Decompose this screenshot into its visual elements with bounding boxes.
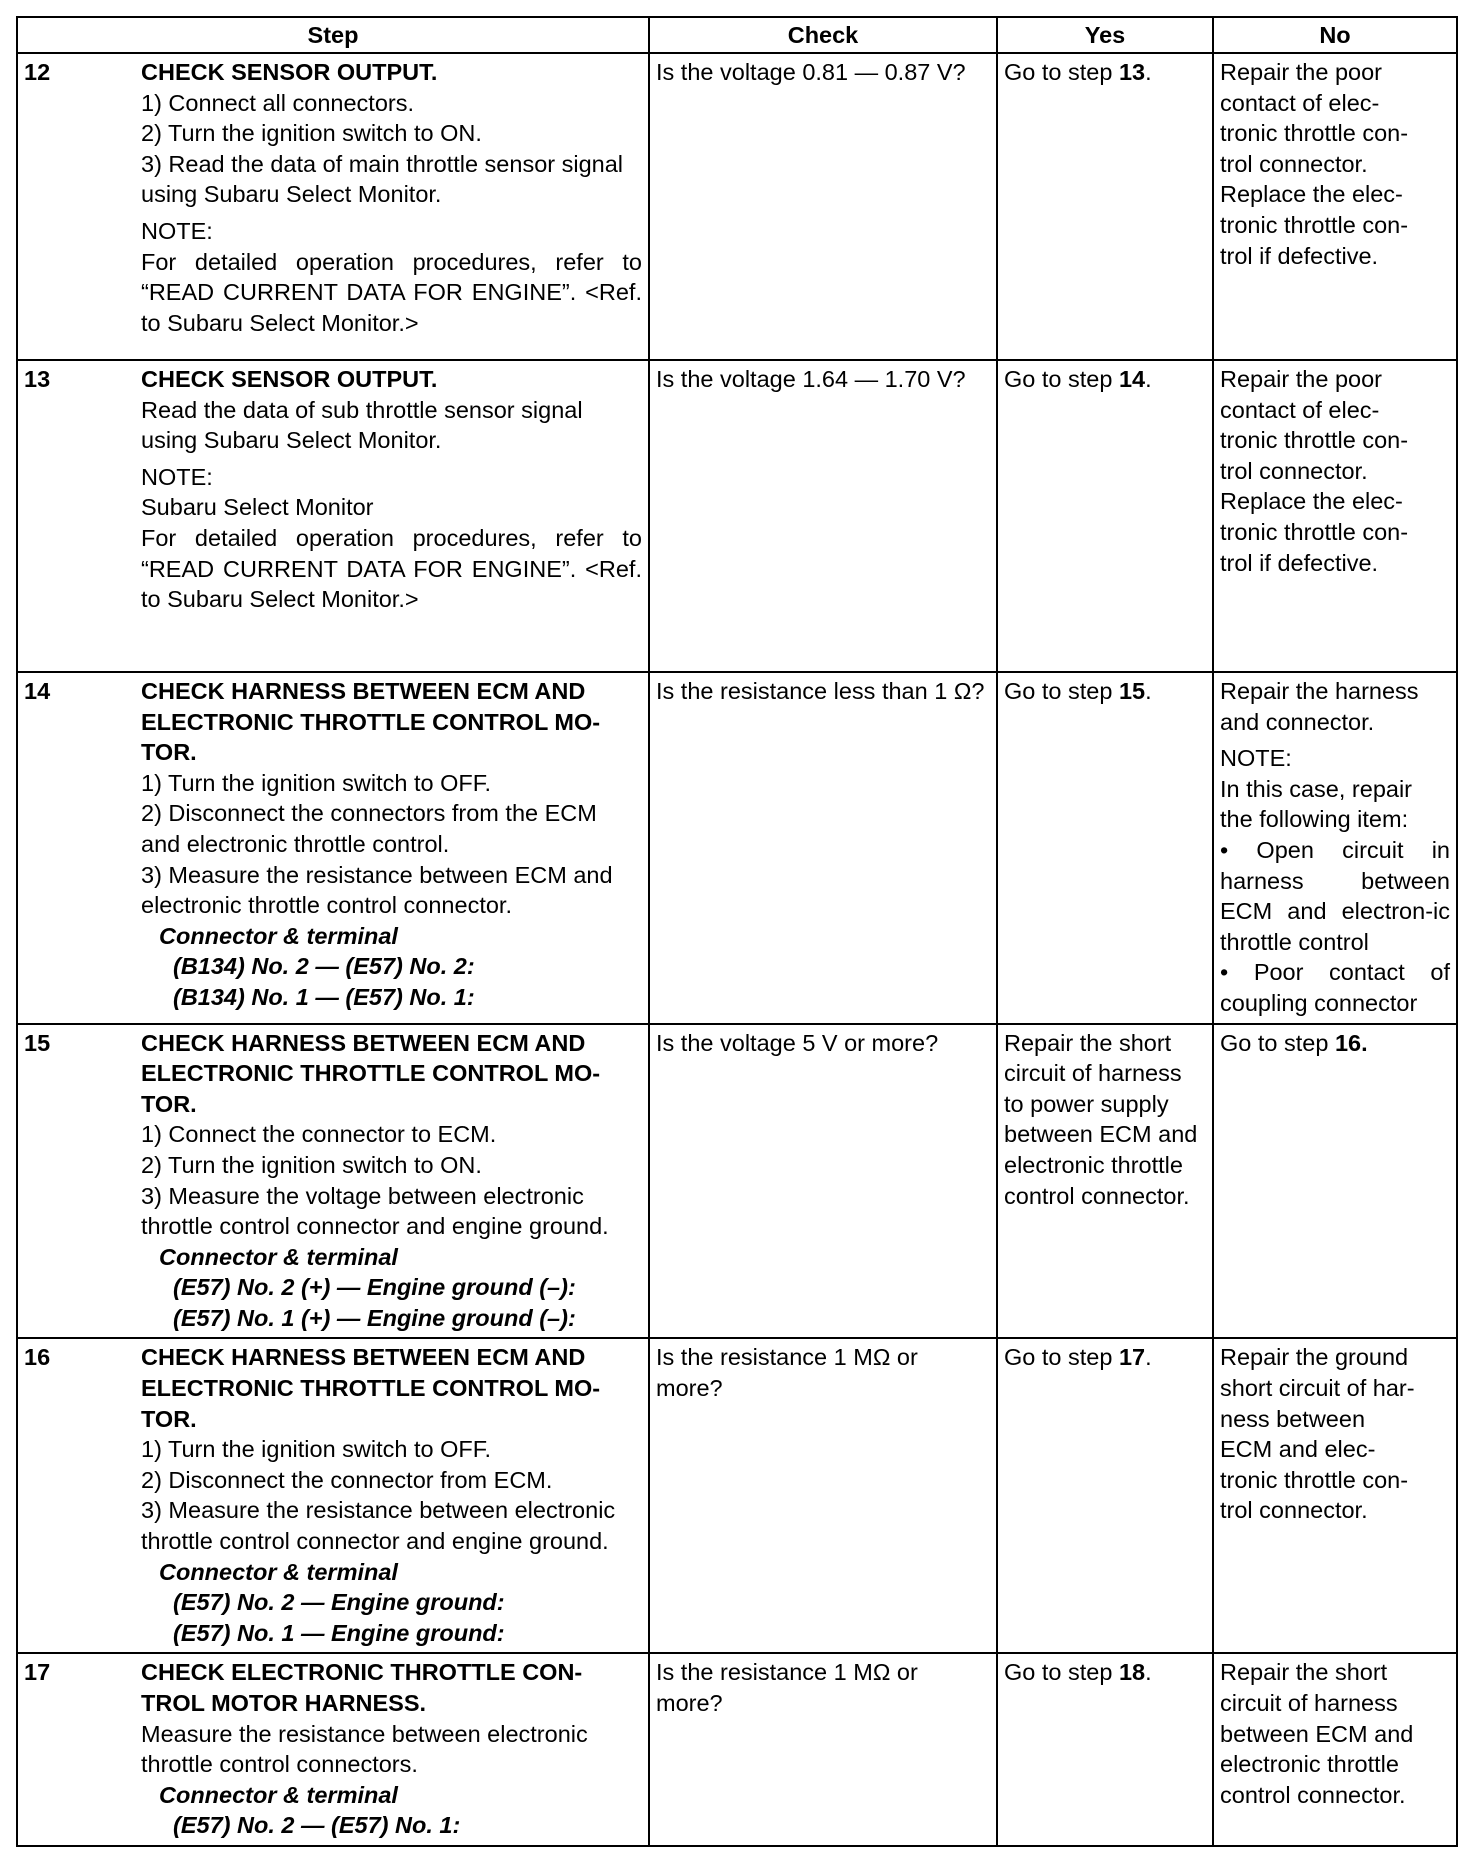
no-cell — [1213, 1653, 1457, 1846]
no-note-label: NOTE: — [1220, 745, 1292, 772]
no-line: trol if defective. — [1220, 242, 1379, 269]
step-title: CHECK SENSOR OUTPUT. — [141, 59, 438, 85]
step-title: CHECK HARNESS BETWEEN ECM AND ELECTRONIC THROTTLE CONTROL MO-TOR. — [141, 1344, 601, 1432]
no-line: trol connector. — [1220, 1497, 1368, 1524]
no-line: Repair the poor contact of elec- — [1220, 366, 1382, 423]
terminal-spec: (B134) No. 2 — (E57) No. 2: — [173, 953, 475, 980]
step-number: 17 — [24, 1659, 51, 1686]
yes-suffix: . — [1145, 678, 1152, 704]
step-number: 16 — [24, 1344, 51, 1371]
step-line: 3) Measure the voltage between electronic throttle control connector and engine ground. — [141, 1182, 609, 1240]
no-line: trol connector. — [1220, 150, 1368, 177]
terminal-spec: (E57) No. 1 (+) — Engine ground (–): — [173, 1304, 576, 1331]
header-step: Step — [17, 17, 649, 53]
step-title: CHECK HARNESS BETWEEN ECM AND ELECTRONIC THROTTLE CONTROL MO-TOR. — [141, 1029, 601, 1117]
no-line: tronic throttle con- — [1220, 120, 1409, 147]
yes-text: Go to step — [1004, 1344, 1119, 1371]
note-text: For detailed operation procedures, refer to “READ CURRENT DATA FOR ENGINE”. <Ref. to Subaru Select Monitor.> — [141, 248, 642, 336]
note-label: NOTE: — [141, 463, 213, 490]
step-line: Measure the resistance between electronic throttle control connectors. — [141, 1720, 588, 1778]
yes-step-link[interactable]: 18 — [1118, 1659, 1146, 1686]
terminal-spec: (B134) No. 1 — (E57) No. 1: — [173, 983, 475, 1010]
terminal-spec: (E57) No. 2 — (E57) No. 1: — [173, 1812, 461, 1839]
no-cell — [1213, 1024, 1457, 1339]
no-line: Repair the ground short circuit of har- — [1220, 1344, 1415, 1402]
yes-step-link[interactable]: 13 — [1118, 59, 1146, 85]
step-number: 14 — [24, 678, 51, 704]
table-row-step-13 — [17, 360, 1457, 672]
step-cell — [17, 1653, 649, 1846]
no-line: tronic throttle con- — [1220, 518, 1409, 545]
step-line: 1) Turn the ignition switch to OFF. — [141, 769, 492, 796]
step-cell — [17, 1024, 649, 1339]
yes-text: Go to step — [1004, 366, 1119, 392]
table-header-row — [17, 17, 1457, 53]
step-line: Read the data of sub throttle sensor signal using Subaru Select Monitor. — [141, 396, 583, 454]
check-cell: Is the voltage 1.64 — 1.70 V? — [649, 360, 997, 672]
connector-label: Connector & terminal — [159, 1781, 398, 1808]
diagnostic-table — [16, 16, 1458, 1847]
yes-step-link[interactable]: 14 — [1118, 366, 1146, 392]
no-line: tronic throttle con- — [1220, 427, 1409, 454]
no-cell — [1213, 672, 1457, 1024]
yes-suffix: . — [1145, 366, 1152, 392]
no-line: ECM and elec- — [1220, 1436, 1376, 1463]
step-number: 15 — [24, 1029, 51, 1056]
no-note-text: • Open circuit in harness between ECM and electron-ic throttle control — [1220, 836, 1450, 955]
step-cell — [17, 360, 649, 672]
check-cell: Is the resistance 1 MΩ or more? — [649, 1653, 997, 1846]
yes-cell — [997, 1338, 1213, 1653]
check-cell: Is the resistance 1 MΩ or more? — [649, 1338, 997, 1653]
step-line: 1) Connect the connector to ECM. — [141, 1121, 497, 1148]
yes-text: Go to step — [1004, 1659, 1119, 1686]
header-no: No — [1213, 17, 1457, 53]
step-line: 2) Turn the ignition switch to ON. — [141, 1151, 482, 1178]
document-page — [16, 16, 1456, 1847]
no-line: ness between — [1220, 1405, 1366, 1432]
step-line: 2) Disconnect the connector from ECM. — [141, 1466, 553, 1493]
yes-step-link[interactable]: 15 — [1118, 678, 1146, 704]
note-label: NOTE: — [141, 217, 213, 244]
check-cell: Is the voltage 5 V or more? — [649, 1024, 997, 1339]
yes-cell — [997, 53, 1213, 360]
yes-cell — [997, 1653, 1213, 1846]
yes-suffix: . — [1145, 1344, 1152, 1371]
header-check: Check — [649, 17, 997, 53]
table-row-step-16 — [17, 1338, 1457, 1653]
no-suffix: . — [1361, 1029, 1368, 1056]
yes-text: Go to step — [1004, 59, 1119, 85]
step-line: 3) Measure the resistance between electronic throttle control connector and engine ground. — [141, 1497, 616, 1555]
yes-cell — [997, 360, 1213, 672]
no-cell — [1213, 53, 1457, 360]
yes-cell — [997, 672, 1213, 1024]
no-line: trol connector. — [1220, 457, 1368, 484]
no-note-text: • Poor contact of coupling connector — [1220, 959, 1450, 1016]
no-line: Repair the poor contact of elec- — [1220, 59, 1382, 116]
no-cell — [1213, 1338, 1457, 1653]
header-yes: Yes — [997, 17, 1213, 53]
step-number: 12 — [24, 59, 51, 85]
step-cell — [17, 53, 649, 360]
yes-suffix: . — [1145, 59, 1152, 85]
step-cell — [17, 672, 649, 1024]
connector-label: Connector & terminal — [159, 1243, 398, 1270]
no-cell — [1213, 360, 1457, 672]
check-cell: Is the resistance less than 1 Ω? — [649, 672, 997, 1024]
terminal-spec: (E57) No. 2 (+) — Engine ground (–): — [173, 1274, 576, 1301]
yes-cell: Repair the short circuit of harness to power supply between ECM and electronic throttle control connector. — [997, 1024, 1213, 1339]
step-line: 3) Measure the resistance between ECM and electronic throttle control connector. — [141, 861, 613, 919]
step-line: 3) Read the data of main throttle sensor signal using Subaru Select Monitor. — [141, 150, 624, 208]
terminal-spec: (E57) No. 1 — Engine ground: — [173, 1619, 505, 1646]
table-row-step-14 — [17, 672, 1457, 1024]
no-line: tronic throttle con- — [1220, 1466, 1409, 1493]
step-line: 1) Turn the ignition switch to OFF. — [141, 1436, 492, 1463]
step-cell — [17, 1338, 649, 1653]
table-row-step-17 — [17, 1653, 1457, 1846]
no-step-link[interactable]: 16 — [1334, 1029, 1362, 1056]
step-title: CHECK ELECTRONIC THROTTLE CON-TROL MOTOR HARNESS. — [141, 1659, 583, 1716]
note-text: For detailed operation procedures, refer to “READ CURRENT DATA FOR ENGINE”. <Ref. to Subaru Select Monitor.> — [141, 524, 642, 613]
no-line: Replace the elec- — [1220, 488, 1403, 515]
check-cell: Is the voltage 0.81 — 0.87 V? — [649, 53, 997, 360]
step-title: CHECK SENSOR OUTPUT. — [141, 366, 438, 392]
yes-step-link[interactable]: 17 — [1118, 1344, 1146, 1371]
connector-label: Connector & terminal — [159, 1558, 398, 1585]
no-line: trol if defective. — [1220, 549, 1379, 576]
yes-text: Go to step — [1004, 678, 1119, 704]
note-text: Subaru Select Monitor — [141, 494, 374, 521]
yes-suffix: . — [1145, 1659, 1152, 1686]
table-row-step-15 — [17, 1024, 1457, 1339]
table-row-step-12 — [17, 53, 1457, 360]
step-line: 1) Connect all connectors. — [141, 89, 415, 116]
no-line: Repair the short circuit of harness between ECM and electronic throttle control connector. — [1220, 1659, 1414, 1808]
no-note-text: In this case, repair the following item: — [1220, 775, 1413, 833]
connector-label: Connector & terminal — [159, 922, 398, 949]
no-line: Replace the elec- — [1220, 181, 1403, 208]
step-line: 2) Turn the ignition switch to ON. — [141, 120, 482, 147]
no-line: tronic throttle con- — [1220, 211, 1409, 238]
terminal-spec: (E57) No. 2 — Engine ground: — [173, 1589, 505, 1616]
no-text: Go to step — [1220, 1029, 1335, 1056]
step-title: CHECK HARNESS BETWEEN ECM AND ELECTRONIC THROTTLE CONTROL MO-TOR. — [141, 678, 601, 766]
no-line: Repair the harness and connector. — [1220, 678, 1419, 735]
step-line: 2) Disconnect the connectors from the ECM and electronic throttle control. — [141, 800, 597, 857]
step-number: 13 — [24, 366, 51, 392]
